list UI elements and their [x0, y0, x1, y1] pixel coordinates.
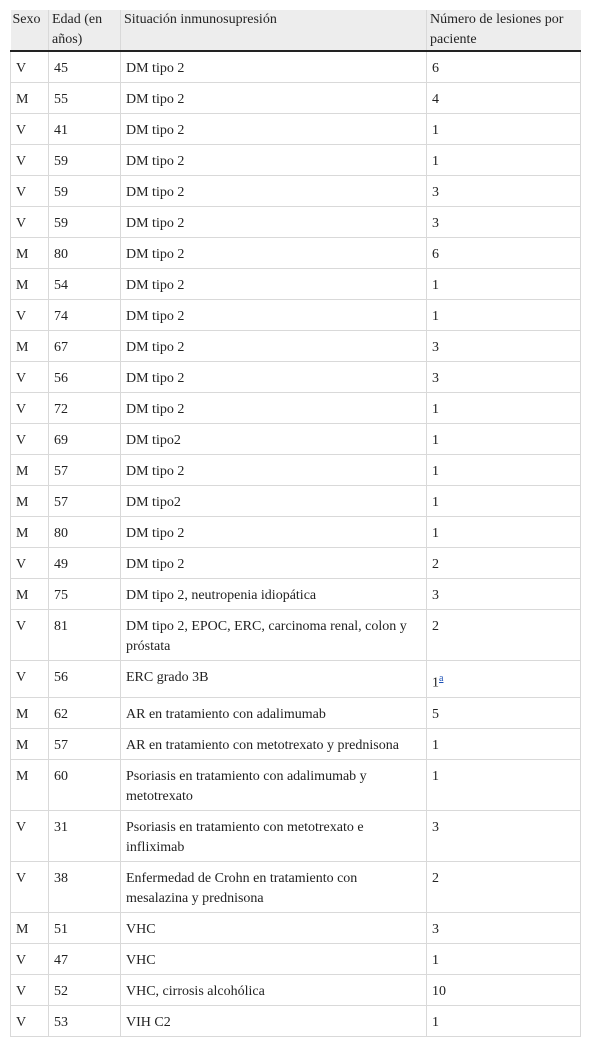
cell-edad — [49, 697, 121, 728]
cell-situacion-text: DM tipo 2 — [126, 557, 185, 572]
header-row — [11, 10, 581, 51]
cell-situacion-text: DM tipo2 — [126, 433, 181, 448]
cell-sexo — [11, 455, 49, 486]
cell-situacion — [121, 759, 427, 810]
header-situacion: Situación inmunosupresión — [121, 10, 427, 51]
cell-situacion-text: DM tipo 2 — [126, 371, 185, 386]
cell-lesiones — [427, 579, 581, 610]
cell-edad — [49, 759, 121, 810]
cell-sexo — [11, 145, 49, 176]
table-row — [11, 861, 581, 912]
cell-lesiones-text: 1 — [432, 278, 439, 293]
cell-situacion — [121, 810, 427, 861]
cell-situacion — [121, 1005, 427, 1036]
cell-situacion-text: DM tipo 2 — [126, 185, 185, 200]
cell-situacion-text: DM tipo 2 — [126, 92, 185, 107]
table-body — [11, 51, 581, 1036]
cell-lesiones — [427, 51, 581, 83]
cell-situacion-text: DM tipo 2 — [126, 278, 185, 293]
cell-lesiones-text: 1 — [432, 402, 439, 417]
cell-situacion — [121, 145, 427, 176]
table-row — [11, 424, 581, 455]
cell-edad-text: 38 — [54, 870, 68, 886]
cell-edad-text: 49 — [54, 557, 68, 572]
cell-lesiones-text: 4 — [432, 92, 439, 107]
cell-edad — [49, 486, 121, 517]
cell-situacion — [121, 83, 427, 114]
cell-sexo-text: V — [16, 433, 27, 448]
cell-lesiones — [427, 424, 581, 455]
table-row — [11, 728, 581, 759]
cell-sexo — [11, 51, 49, 83]
cell-situacion — [121, 238, 427, 269]
cell-edad — [49, 114, 121, 145]
cell-sexo-text: V — [16, 61, 27, 76]
cell-sexo-text: V — [16, 123, 27, 138]
cell-sexo — [11, 207, 49, 238]
header-edad: Edad (en años) — [49, 10, 121, 51]
cell-situacion — [121, 51, 427, 83]
cell-sexo-text: V — [16, 185, 27, 200]
cell-edad-text: 80 — [54, 247, 68, 262]
cell-sexo-text: M — [16, 768, 29, 784]
cell-sexo-text: M — [16, 706, 29, 722]
header-sexo: Sexo — [11, 10, 49, 51]
cell-sexo-text: V — [16, 309, 27, 324]
table-row — [11, 176, 581, 207]
cell-edad-text: 54 — [54, 278, 68, 293]
cell-sexo — [11, 943, 49, 974]
table-row — [11, 114, 581, 145]
cell-edad — [49, 269, 121, 300]
cell-edad-text: 59 — [54, 216, 68, 231]
cell-lesiones-text: 1 — [432, 123, 439, 138]
cell-situacion-text: DM tipo 2 — [126, 340, 185, 355]
cell-situacion — [121, 455, 427, 486]
cell-situacion-text: DM tipo 2 — [126, 309, 185, 324]
cell-edad — [49, 331, 121, 362]
cell-lesiones — [427, 176, 581, 207]
cell-lesiones — [427, 331, 581, 362]
cell-situacion-text: VHC — [126, 921, 156, 937]
table-row — [11, 810, 581, 861]
cell-sexo — [11, 393, 49, 424]
cell-sexo — [11, 661, 49, 698]
cell-edad-text: 69 — [54, 433, 68, 448]
cell-situacion-text: DM tipo 2 — [126, 61, 185, 76]
cell-lesiones — [427, 269, 581, 300]
cell-situacion — [121, 974, 427, 1005]
cell-edad-text: 59 — [54, 185, 68, 200]
patient-table-container — [10, 10, 580, 1037]
cell-sexo-text: M — [16, 92, 29, 107]
cell-situacion-text: DM tipo 2 — [126, 526, 185, 541]
cell-edad — [49, 83, 121, 114]
table-row — [11, 269, 581, 300]
cell-lesiones-text: 10 — [432, 983, 446, 999]
cell-lesiones-text: 2 — [432, 870, 439, 886]
cell-situacion — [121, 424, 427, 455]
cell-situacion — [121, 331, 427, 362]
cell-sexo-text: M — [16, 737, 29, 753]
cell-edad — [49, 610, 121, 661]
cell-lesiones-text: 2 — [432, 619, 439, 634]
cell-edad-text: 56 — [54, 371, 68, 386]
table-row — [11, 486, 581, 517]
cell-lesiones — [427, 114, 581, 145]
cell-sexo — [11, 300, 49, 331]
table-row — [11, 1005, 581, 1036]
cell-lesiones-text: 3 — [432, 921, 439, 937]
footnote-link[interactable]: a — [439, 673, 444, 684]
header-lesiones: Número de lesiones por paciente — [427, 10, 581, 51]
cell-situacion — [121, 912, 427, 943]
cell-situacion — [121, 486, 427, 517]
cell-sexo — [11, 269, 49, 300]
footnote-marker — [439, 671, 443, 684]
cell-edad-text: 75 — [54, 588, 68, 603]
cell-situacion-text: DM tipo 2 — [126, 402, 185, 417]
cell-sexo — [11, 810, 49, 861]
cell-edad-text: 67 — [54, 340, 68, 355]
cell-lesiones-text: 6 — [432, 61, 439, 76]
cell-sexo — [11, 486, 49, 517]
cell-edad — [49, 207, 121, 238]
table-row — [11, 145, 581, 176]
cell-situacion-text: ERC grado 3B — [126, 670, 209, 685]
cell-sexo — [11, 176, 49, 207]
cell-sexo — [11, 517, 49, 548]
cell-sexo — [11, 697, 49, 728]
cell-situacion-text: AR en tratamiento con metotrexato y prednisona — [126, 737, 399, 753]
cell-lesiones — [427, 207, 581, 238]
cell-edad — [49, 176, 121, 207]
cell-edad — [49, 362, 121, 393]
cell-situacion — [121, 114, 427, 145]
cell-edad — [49, 661, 121, 698]
table-row — [11, 548, 581, 579]
cell-lesiones — [427, 661, 581, 698]
cell-situacion — [121, 300, 427, 331]
cell-lesiones-text: 5 — [432, 706, 439, 722]
cell-lesiones-text: 3 — [432, 216, 439, 231]
cell-situacion-text: VIH C2 — [126, 1014, 171, 1030]
table-row — [11, 362, 581, 393]
cell-edad-text: 45 — [54, 61, 68, 76]
table-header — [11, 10, 581, 51]
cell-sexo — [11, 83, 49, 114]
cell-sexo — [11, 1005, 49, 1036]
cell-sexo-text: V — [16, 870, 27, 886]
cell-edad-text: 57 — [54, 464, 68, 479]
cell-situacion-text: Psoriasis en tratamiento con metotrexato e infliximab — [126, 819, 364, 855]
cell-edad-text: 62 — [54, 706, 68, 722]
cell-lesiones-text: 1 — [432, 464, 439, 479]
table-row — [11, 207, 581, 238]
cell-sexo-text: V — [16, 619, 27, 634]
cell-situacion — [121, 548, 427, 579]
cell-edad-text: 47 — [54, 952, 68, 968]
cell-edad — [49, 579, 121, 610]
cell-edad — [49, 238, 121, 269]
cell-lesiones-text: 1 — [432, 768, 439, 784]
cell-lesiones — [427, 362, 581, 393]
table-row — [11, 697, 581, 728]
cell-edad-text: 41 — [54, 123, 68, 138]
cell-lesiones — [427, 300, 581, 331]
cell-edad-text: 56 — [54, 670, 68, 685]
cell-edad-text: 80 — [54, 526, 68, 541]
cell-lesiones-text: 3 — [432, 340, 439, 355]
cell-sexo — [11, 974, 49, 1005]
cell-sexo-text: V — [16, 216, 27, 231]
table-row — [11, 579, 581, 610]
cell-lesiones — [427, 943, 581, 974]
cell-situacion-text: VHC — [126, 952, 156, 968]
cell-situacion-text: VHC, cirrosis alcohólica — [126, 983, 265, 999]
cell-lesiones-text: 1 — [432, 309, 439, 324]
cell-lesiones-text: 1 — [432, 433, 439, 448]
cell-edad-text: 55 — [54, 92, 68, 107]
cell-edad-text: 72 — [54, 402, 68, 417]
cell-lesiones — [427, 145, 581, 176]
cell-situacion — [121, 517, 427, 548]
cell-sexo-text: V — [16, 952, 27, 968]
cell-edad-text: 59 — [54, 154, 68, 169]
cell-sexo — [11, 331, 49, 362]
cell-lesiones — [427, 393, 581, 424]
cell-lesiones-text: 1 — [432, 737, 439, 753]
cell-sexo — [11, 362, 49, 393]
cell-situacion — [121, 207, 427, 238]
cell-lesiones — [427, 759, 581, 810]
cell-situacion-text: DM tipo 2, EPOC, ERC, carcinoma renal, colon y próstata — [126, 619, 407, 654]
table-row — [11, 331, 581, 362]
cell-sexo — [11, 579, 49, 610]
cell-sexo — [11, 238, 49, 269]
cell-sexo-text: V — [16, 371, 27, 386]
cell-sexo — [11, 548, 49, 579]
cell-sexo — [11, 861, 49, 912]
cell-edad-text: 81 — [54, 619, 68, 634]
cell-situacion — [121, 610, 427, 661]
cell-sexo-text: V — [16, 154, 27, 169]
table-row — [11, 51, 581, 83]
cell-sexo-text: M — [16, 921, 29, 937]
cell-sexo — [11, 610, 49, 661]
cell-situacion — [121, 579, 427, 610]
cell-lesiones — [427, 610, 581, 661]
cell-lesiones-text: 3 — [432, 371, 439, 386]
cell-edad — [49, 517, 121, 548]
table-row — [11, 759, 581, 810]
cell-edad — [49, 300, 121, 331]
cell-edad — [49, 943, 121, 974]
cell-edad — [49, 51, 121, 83]
cell-edad-text: 51 — [54, 921, 68, 937]
cell-edad-text: 57 — [54, 495, 68, 510]
cell-sexo-text: V — [16, 557, 27, 572]
cell-edad — [49, 393, 121, 424]
cell-lesiones — [427, 238, 581, 269]
cell-lesiones — [427, 912, 581, 943]
cell-sexo — [11, 728, 49, 759]
cell-sexo-text: M — [16, 278, 29, 293]
table-row — [11, 610, 581, 661]
cell-lesiones-text: 3 — [432, 588, 439, 603]
cell-edad — [49, 861, 121, 912]
cell-situacion-text: DM tipo 2 — [126, 464, 185, 479]
cell-situacion-text: Enfermedad de Crohn en tratamiento con mesalazina y prednisona — [126, 870, 358, 906]
cell-situacion — [121, 697, 427, 728]
cell-lesiones — [427, 548, 581, 579]
cell-sexo-text: M — [16, 247, 29, 262]
cell-situacion-text: DM tipo 2, neutropenia idiopática — [126, 588, 317, 603]
table-row — [11, 943, 581, 974]
cell-sexo — [11, 912, 49, 943]
cell-edad — [49, 912, 121, 943]
cell-sexo-text: V — [16, 402, 27, 417]
cell-sexo-text: V — [16, 819, 27, 835]
cell-situacion — [121, 393, 427, 424]
cell-lesiones — [427, 697, 581, 728]
cell-situacion — [121, 269, 427, 300]
cell-lesiones — [427, 83, 581, 114]
patient-table — [10, 10, 581, 1037]
table-row — [11, 912, 581, 943]
cell-sexo-text: V — [16, 1014, 27, 1030]
cell-edad — [49, 455, 121, 486]
cell-edad-text: 57 — [54, 737, 68, 753]
cell-lesiones — [427, 974, 581, 1005]
cell-lesiones — [427, 861, 581, 912]
cell-lesiones — [427, 517, 581, 548]
cell-situacion — [121, 728, 427, 759]
cell-sexo-text: M — [16, 526, 29, 541]
cell-sexo — [11, 114, 49, 145]
cell-lesiones-text: 6 — [432, 247, 439, 262]
cell-sexo-text: M — [16, 464, 29, 479]
cell-situacion-text: DM tipo2 — [126, 495, 181, 510]
cell-situacion — [121, 861, 427, 912]
cell-situacion-text: AR en tratamiento con adalimumab — [126, 706, 326, 722]
cell-situacion-text: DM tipo 2 — [126, 123, 185, 138]
cell-situacion-text: DM tipo 2 — [126, 154, 185, 169]
cell-lesiones — [427, 728, 581, 759]
cell-lesiones — [427, 486, 581, 517]
cell-lesiones — [427, 1005, 581, 1036]
table-row — [11, 300, 581, 331]
cell-lesiones — [427, 810, 581, 861]
table-row — [11, 238, 581, 269]
cell-sexo-text: V — [16, 670, 27, 685]
cell-situacion-text: DM tipo 2 — [126, 247, 185, 262]
cell-lesiones-text: 1 — [432, 154, 439, 169]
cell-edad — [49, 424, 121, 455]
cell-sexo — [11, 424, 49, 455]
cell-edad-text: 53 — [54, 1014, 68, 1030]
cell-sexo-text: M — [16, 588, 29, 603]
cell-situacion-text: Psoriasis en tratamiento con adalimumab y metotrexato — [126, 768, 367, 804]
table-row — [11, 83, 581, 114]
table-row — [11, 517, 581, 548]
cell-situacion — [121, 176, 427, 207]
cell-edad — [49, 548, 121, 579]
cell-lesiones-text: 2 — [432, 557, 439, 572]
cell-lesiones-text: 1 — [432, 1014, 439, 1030]
cell-edad-text: 74 — [54, 309, 68, 324]
cell-situacion — [121, 661, 427, 698]
cell-situacion — [121, 943, 427, 974]
cell-edad-text: 52 — [54, 983, 68, 999]
table-row — [11, 974, 581, 1005]
cell-sexo — [11, 759, 49, 810]
cell-lesiones-text: 1 — [432, 675, 439, 691]
cell-edad — [49, 1005, 121, 1036]
cell-lesiones-text: 1 — [432, 495, 439, 510]
table-row — [11, 661, 581, 698]
cell-edad — [49, 728, 121, 759]
cell-sexo-text: M — [16, 495, 29, 510]
cell-sexo-text: V — [16, 983, 27, 999]
cell-edad-text: 60 — [54, 768, 68, 784]
cell-sexo-text: M — [16, 340, 29, 355]
cell-lesiones-text: 3 — [432, 185, 439, 200]
cell-edad — [49, 145, 121, 176]
cell-lesiones-text: 1 — [432, 526, 439, 541]
cell-edad — [49, 810, 121, 861]
cell-edad-text: 31 — [54, 819, 68, 835]
cell-edad — [49, 974, 121, 1005]
table-row — [11, 393, 581, 424]
cell-lesiones-text: 3 — [432, 819, 439, 835]
table-row — [11, 455, 581, 486]
cell-lesiones-text: 1 — [432, 952, 439, 968]
cell-situacion — [121, 362, 427, 393]
cell-lesiones — [427, 455, 581, 486]
cell-situacion-text: DM tipo 2 — [126, 216, 185, 231]
